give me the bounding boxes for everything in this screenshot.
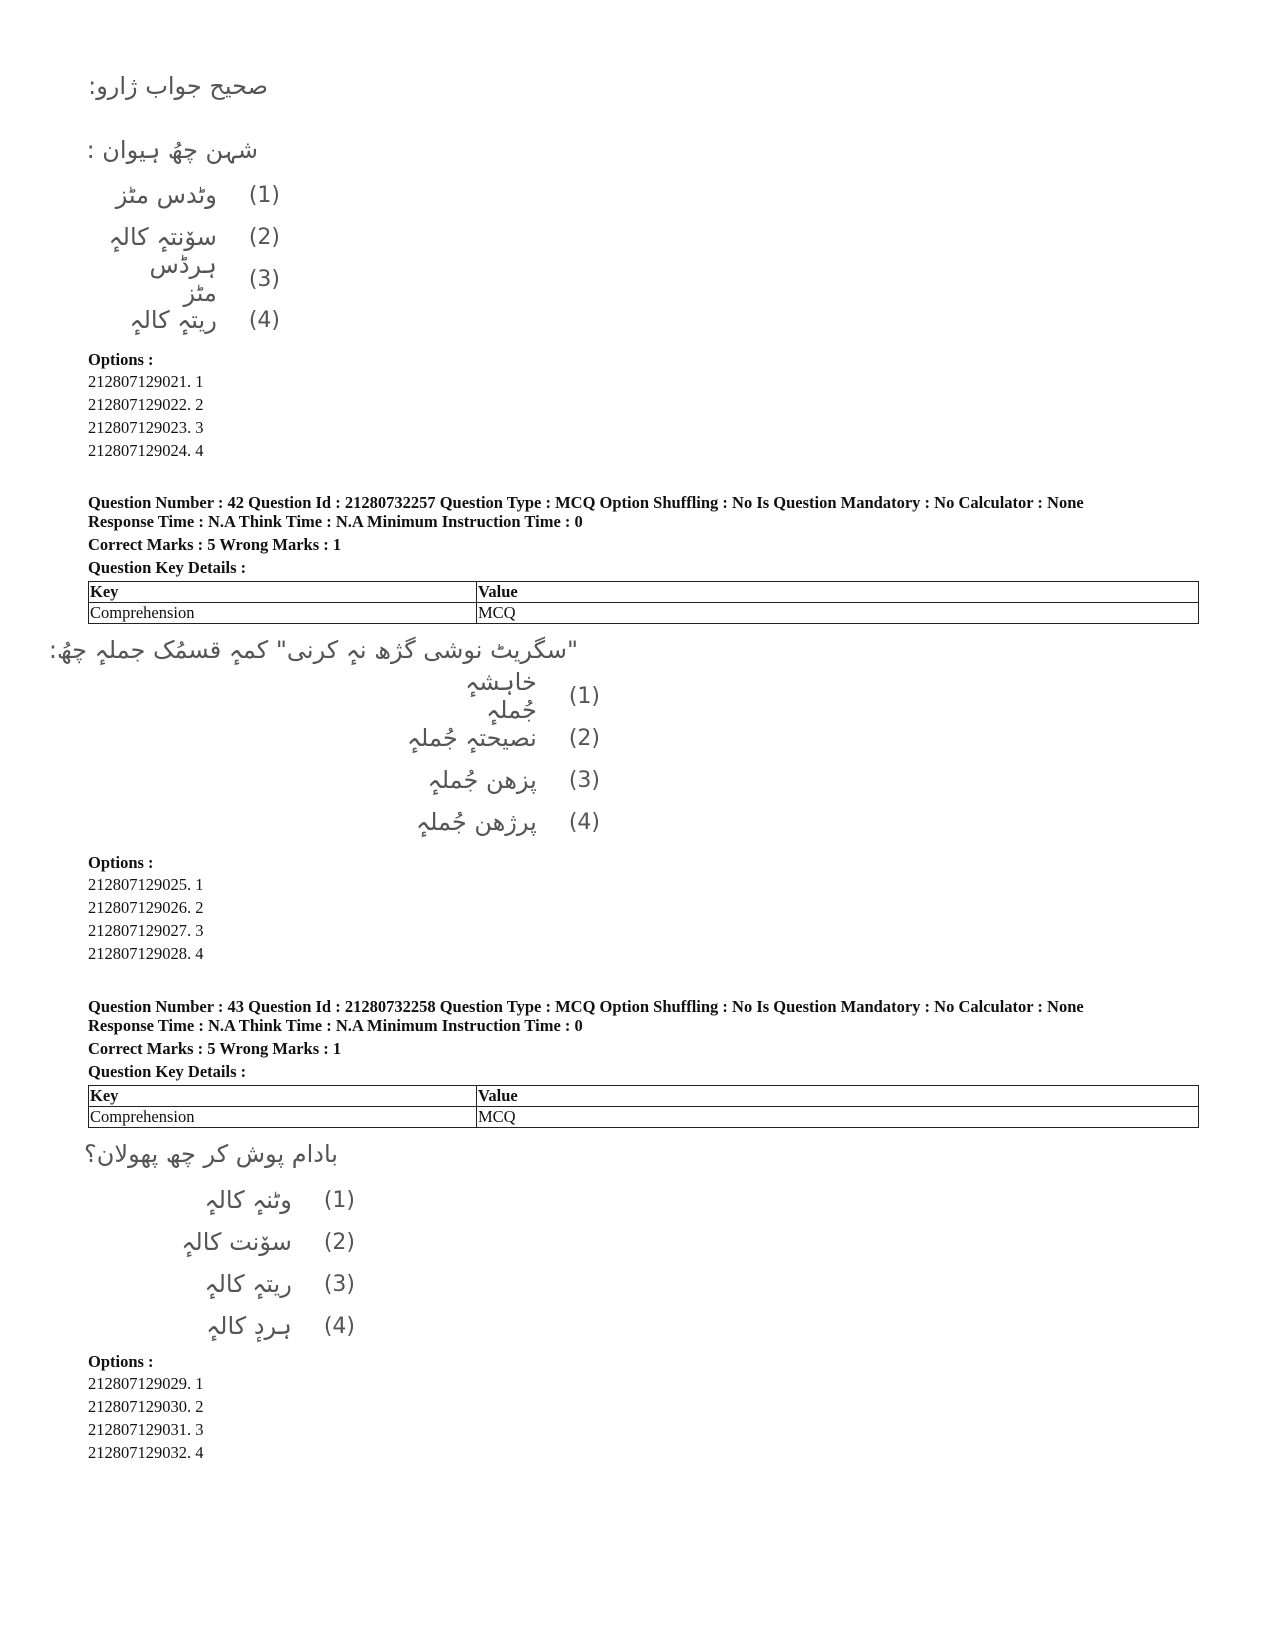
option-number: (3) <box>323 1271 355 1297</box>
option-id: 212807129021. 1 <box>88 372 204 391</box>
option-id: 212807129023. 3 <box>88 418 204 437</box>
option-number: (1) <box>568 683 600 709</box>
option-text: خاہشہٕ جُملہٕ <box>465 668 537 724</box>
q42-meta-line2: Response Time : N.A Think Time : N.A Minimum Instruction Time : 0 <box>88 512 583 531</box>
q43-image-option-2 <box>180 1222 355 1262</box>
q43-options-label: Options : <box>88 1352 154 1371</box>
option-id: 212807129032. 4 <box>88 1443 204 1462</box>
option-id: 212807129028. 4 <box>88 944 204 963</box>
table-row <box>89 603 1199 624</box>
q41-image-option-3 <box>110 251 280 307</box>
q41-prompt-image-text: صحیح جواب ژارو: <box>88 72 268 100</box>
q43-image-option-1 <box>200 1180 355 1220</box>
option-number: (2) <box>323 1229 355 1255</box>
q42-options-label: Options : <box>88 853 154 872</box>
q43-meta-line1: Question Number : 43 Question Id : 21280732258 Question Type : MCQ Option Shuffling : No Is Question Mandatory : No Calculator : None <box>88 997 1084 1016</box>
option-text: سوٚنتہٕ کالہٕ <box>108 223 217 251</box>
q43-key-details-label: Question Key Details : <box>88 1062 247 1081</box>
option-id: 212807129022. 2 <box>88 395 204 414</box>
q43-key-table <box>88 1085 1199 1128</box>
option-number: (3) <box>568 767 600 793</box>
option-id: 212807129026. 2 <box>88 898 204 917</box>
option-text: پرژھن جُملہٕ <box>416 808 537 836</box>
q42-prompt-image-text: "سگریٹ نوشی گژھ نہٕ کرنی" کمہٕ قسمُک جملہٕ چھُ: <box>48 636 578 664</box>
q43-meta <box>88 997 1084 1035</box>
table-row <box>89 1107 1199 1128</box>
option-number: (1) <box>323 1187 355 1213</box>
option-id: 212807129024. 4 <box>88 441 204 460</box>
q42-meta-line1: Question Number : 42 Question Id : 21280732257 Question Type : MCQ Option Shuffling : No Is Question Mandatory : No Calculator : None <box>88 493 1084 512</box>
q43-meta-line2: Response Time : N.A Think Time : N.A Minimum Instruction Time : 0 <box>88 1016 583 1035</box>
table-cell-key: Comprehension <box>89 1107 477 1128</box>
option-text: پزھن جُملہٕ <box>427 766 537 794</box>
option-number: (2) <box>568 725 600 751</box>
option-number: (4) <box>248 307 280 333</box>
option-text: ہرڈس مٹز <box>149 251 217 307</box>
q42-image-option-2 <box>400 718 600 758</box>
q42-key-details-label: Question Key Details : <box>88 558 247 577</box>
q43-options-list <box>88 1372 204 1464</box>
table-cell-key: Comprehension <box>89 603 477 624</box>
table-header-value: Value <box>477 1086 1199 1107</box>
q41-options-label: Options : <box>88 350 154 369</box>
q42-image-option-4 <box>410 802 600 842</box>
table-header-row <box>89 582 1199 603</box>
table-cell-value: MCQ <box>477 603 1199 624</box>
q43-image-option-3 <box>200 1264 355 1304</box>
option-text: وٹدس مٹز <box>115 181 217 209</box>
q43-image-option-4 <box>200 1306 355 1346</box>
q42-marks: Correct Marks : 5 Wrong Marks : 1 <box>88 535 342 554</box>
option-text: نصیحتہٕ جُملہٕ <box>406 724 537 752</box>
option-number: (3) <box>248 266 280 292</box>
option-number: (2) <box>248 224 280 250</box>
q43-marks: Correct Marks : 5 Wrong Marks : 1 <box>88 1039 342 1058</box>
option-id: 212807129030. 2 <box>88 1397 204 1416</box>
option-text: سوٚنت کالہٕ <box>181 1228 292 1256</box>
option-number: (1) <box>248 182 280 208</box>
table-header-key: Key <box>89 582 477 603</box>
q42-meta <box>88 493 1084 531</box>
option-number: (4) <box>323 1313 355 1339</box>
option-text: ریتہٕ کالہٕ <box>129 306 217 334</box>
option-id: 212807129031. 3 <box>88 1420 204 1439</box>
table-header-key: Key <box>89 1086 477 1107</box>
option-text: ہردٕ کالہٕ <box>206 1312 292 1340</box>
q41-sub-prompt: شہن چھُ ہیوان : <box>86 136 258 164</box>
q42-options-list <box>88 873 204 965</box>
option-number: (4) <box>568 809 600 835</box>
table-cell-value: MCQ <box>477 1107 1199 1128</box>
q41-image-option-1 <box>110 175 280 215</box>
q43-prompt-image-text: بادام پوش کر چھ پھولان؟ <box>84 1140 338 1168</box>
q41-options-list <box>88 370 204 462</box>
q42-image-option-3 <box>410 760 600 800</box>
table-header-row <box>89 1086 1199 1107</box>
q42-image-option-1 <box>410 668 600 724</box>
option-text: وٹنہٕ کالہٕ <box>204 1186 292 1214</box>
option-id: 212807129027. 3 <box>88 921 204 940</box>
q42-key-table <box>88 581 1199 624</box>
table-header-value: Value <box>477 582 1199 603</box>
option-text: ریتہٕ کالہٕ <box>204 1270 292 1298</box>
option-id: 212807129025. 1 <box>88 875 204 894</box>
option-id: 212807129029. 1 <box>88 1374 204 1393</box>
q41-image-option-4 <box>110 300 280 340</box>
